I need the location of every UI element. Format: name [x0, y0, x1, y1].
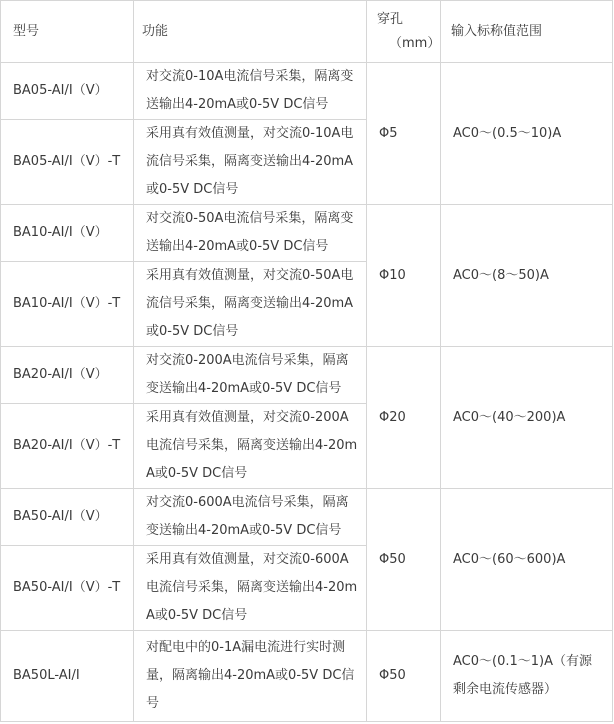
- hole-cell: Φ50: [367, 489, 441, 631]
- function-cell: 采用真有效值测量，对交流0-200A电流信号采集，隔离变送输出4-20mA或0-5V DC信号: [134, 404, 367, 489]
- table-row: [1, 347, 613, 404]
- function-cell: 采用真有效值测量，对交流0-50A电流信号采集，隔离变送输出4-20mA或0-5V DC信号: [134, 262, 367, 347]
- function-cell: 对交流0-600A电流信号采集，隔离变送输出4-20mA或0-5V DC信号: [134, 489, 367, 546]
- model-cell: BA50-AI/I（V）: [1, 489, 134, 546]
- range-cell: AC0～(8～50)A: [441, 205, 613, 347]
- range-cell: AC0～(40～200)A: [441, 347, 613, 489]
- range-cell: AC0～(0.1～1)A（有源剩余电流传感器）: [441, 631, 613, 722]
- hole-cell: Φ50: [367, 631, 441, 722]
- range-cell: AC0～(0.5～10)A: [441, 63, 613, 205]
- header-hole: [367, 1, 441, 63]
- model-cell: BA50-AI/I（V）-T: [1, 546, 134, 631]
- function-cell: 对交流0-10A电流信号采集，隔离变送输出4-20mA或0-5V DC信号: [134, 63, 367, 120]
- table-header-row: [1, 1, 613, 63]
- function-cell: 对交流0-50A电流信号采集，隔离变送输出4-20mA或0-5V DC信号: [134, 205, 367, 262]
- header-range: 输入标称值范围: [441, 1, 613, 63]
- header-function: 功能: [134, 1, 367, 63]
- function-cell: 采用真有效值测量，对交流0-600A电流信号采集，隔离变送输出4-20mA或0-5V DC信号: [134, 546, 367, 631]
- hole-cell: Φ5: [367, 63, 441, 205]
- function-cell: 对配电中的0-1A漏电流进行实时测量，隔离输出4-20mA或0-5V DC信号: [134, 631, 367, 722]
- table-row: [1, 205, 613, 262]
- hole-cell: Φ10: [367, 205, 441, 347]
- table-row: [1, 489, 613, 546]
- model-cell: BA50L-AI/I: [1, 631, 134, 722]
- model-cell: BA20-AI/I（V）-T: [1, 404, 134, 489]
- model-cell: BA10-AI/I（V）: [1, 205, 134, 262]
- function-cell: 对交流0-200A电流信号采集，隔离变送输出4-20mA或0-5V DC信号: [134, 347, 367, 404]
- function-cell: 采用真有效值测量，对交流0-10A电流信号采集，隔离变送输出4-20mA或0-5V DC信号: [134, 120, 367, 205]
- table-row: [1, 631, 613, 722]
- range-cell: AC0～(60～600)A: [441, 489, 613, 631]
- model-cell: BA20-AI/I（V）: [1, 347, 134, 404]
- header-hole-line1: 穿孔: [377, 11, 404, 27]
- hole-cell: Φ20: [367, 347, 441, 489]
- model-cell: BA10-AI/I（V）-T: [1, 262, 134, 347]
- model-cell: BA05-AI/I（V）: [1, 63, 134, 120]
- model-cell: BA05-AI/I（V）-T: [1, 120, 134, 205]
- header-hole-line2: （mm）: [389, 35, 441, 51]
- header-model: 型号: [1, 1, 134, 63]
- table-row: [1, 63, 613, 120]
